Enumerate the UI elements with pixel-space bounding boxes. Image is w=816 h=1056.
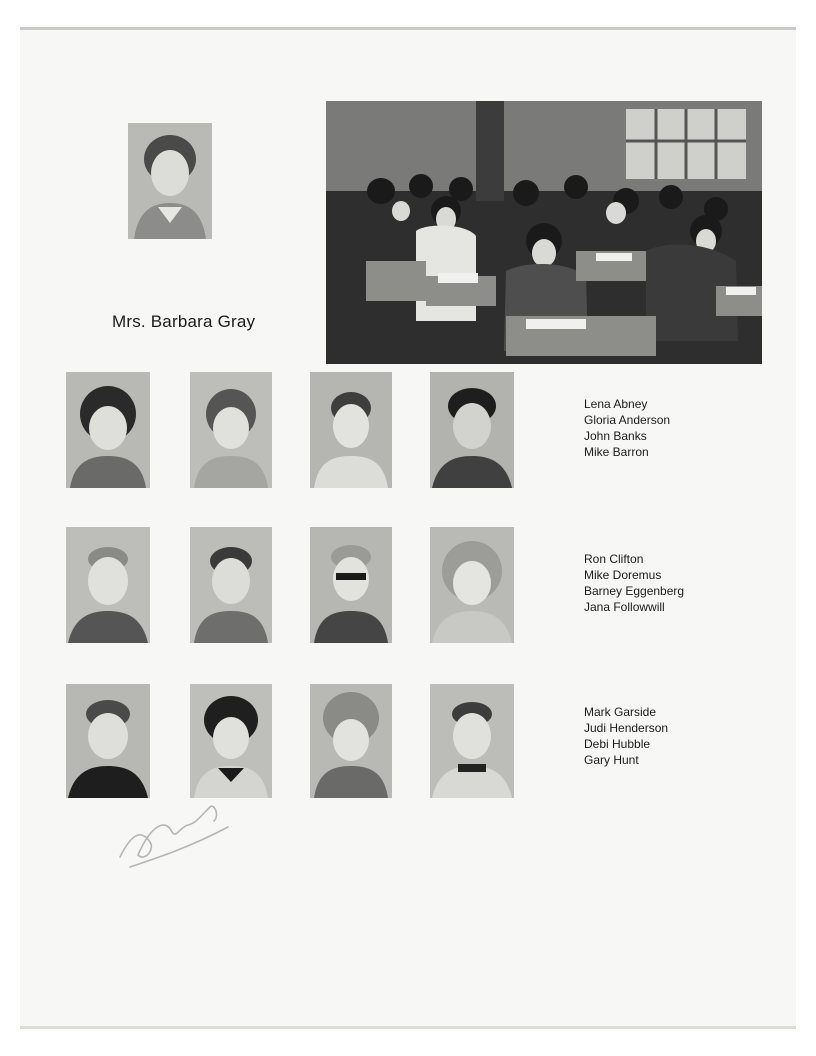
- handwritten-signature: [110, 787, 240, 877]
- student-portrait-photo: [66, 372, 150, 488]
- name-list: [584, 551, 684, 615]
- student-name: Mike Barron: [584, 445, 649, 459]
- student-name: Mike Doremus: [584, 568, 662, 582]
- student-portrait-photo: [190, 527, 272, 643]
- classroom-photo: [326, 101, 762, 364]
- student-name: Gary Hunt: [584, 753, 639, 767]
- student-name: Judi Henderson: [584, 721, 669, 735]
- teacher-name: Mrs. Barbara Gray: [112, 312, 256, 331]
- student-portrait-photo: [190, 684, 272, 798]
- student-portrait-photo: [66, 527, 150, 643]
- student-name: Barney Eggenberg: [584, 584, 685, 598]
- student-portrait-photo: [310, 527, 392, 643]
- student-name: John Banks: [584, 429, 647, 443]
- student-name: Ron Clifton: [584, 552, 644, 566]
- student-portrait-photo: [430, 527, 514, 643]
- student-name: Jana Followwill: [584, 600, 665, 614]
- name-list: [584, 704, 668, 768]
- student-name: Gloria Anderson: [584, 413, 671, 427]
- student-portrait-photo: [66, 684, 150, 798]
- student-portrait-photo: [310, 684, 392, 798]
- student-name: Debi Hubble: [584, 737, 651, 751]
- student-portrait-photo: [190, 372, 272, 488]
- student-name: Lena Abney: [584, 397, 648, 411]
- student-portrait-photo: [430, 684, 514, 798]
- student-name: Mark Garside: [584, 705, 657, 719]
- name-list: [584, 396, 670, 460]
- student-portrait-photo: [430, 372, 514, 488]
- student-portrait-photo: [310, 372, 392, 488]
- yearbook-page: [20, 27, 796, 1029]
- teacher-portrait-photo: [128, 123, 212, 239]
